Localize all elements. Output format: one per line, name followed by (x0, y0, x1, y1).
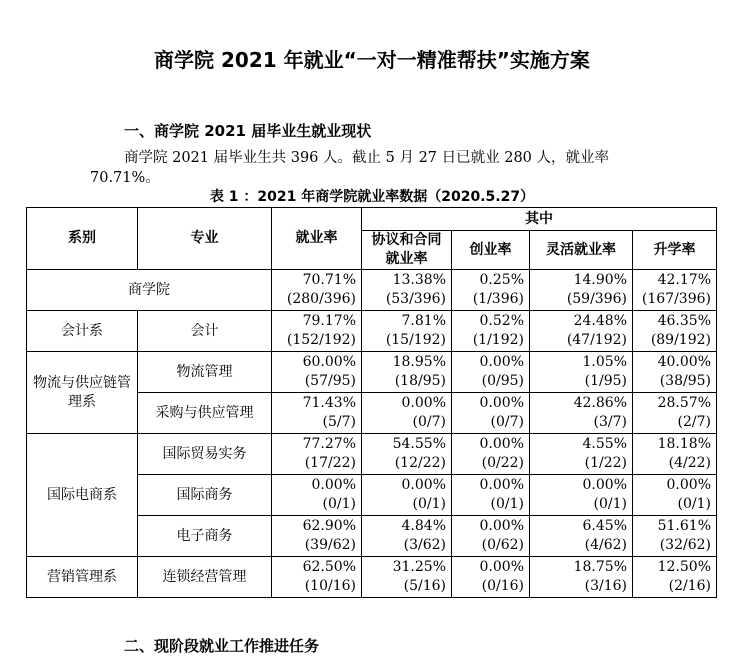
value-percent: 12.50% (657, 559, 711, 575)
value-percent: 0.00% (479, 395, 524, 411)
header-dept: 系别 (27, 208, 138, 270)
table-caption: 表 1 ：2021 年商学院就业率数据（2020.5.27） (209, 189, 535, 205)
header-major: 专业 (138, 208, 272, 270)
value-percent: 77.27% (302, 436, 356, 452)
major-cell: 物流管理 (138, 352, 272, 393)
value-fraction: (39/62) (304, 537, 356, 553)
value-cell (530, 557, 633, 598)
value-cell (633, 393, 717, 434)
value-cell (452, 475, 530, 516)
value-cell (272, 557, 362, 598)
value-percent: 0.00% (401, 395, 446, 411)
value-fraction: (57/95) (304, 373, 356, 389)
value-cell (362, 352, 452, 393)
value-cell (452, 270, 530, 311)
value-percent: 42.86% (573, 395, 627, 411)
major-cell: 采购与供应管理 (138, 393, 272, 434)
value-percent: 0.00% (479, 436, 524, 452)
value-fraction: (0/95) (481, 373, 524, 389)
value-percent: 28.57% (657, 395, 711, 411)
value-cell (530, 352, 633, 393)
value-percent: 0.00% (479, 354, 524, 370)
value-fraction: (38/95) (659, 373, 711, 389)
value-percent: 0.00% (311, 477, 356, 493)
value-fraction: (0/62) (481, 537, 524, 553)
summary-paragraph-line-2: 70.71%。 (90, 170, 160, 186)
value-fraction: (2/16) (668, 578, 711, 594)
value-cell (272, 434, 362, 475)
value-cell (362, 475, 452, 516)
value-percent: 18.95% (392, 354, 446, 370)
summary-paragraph-line-1: 商学院 2021 届毕业生共 396 人。截止 5 月 27 日已就业 280 人，就业率 (124, 150, 610, 166)
value-fraction: (0/1) (490, 496, 524, 512)
major-cell: 国际商务 (138, 475, 272, 516)
value-fraction: (1/22) (584, 455, 627, 471)
value-cell (272, 311, 362, 352)
value-percent: 0.00% (479, 559, 524, 575)
value-cell (530, 270, 633, 311)
value-percent: 14.90% (573, 272, 627, 288)
value-percent: 0.52% (479, 313, 524, 329)
value-cell (452, 311, 530, 352)
dept-cell: 物流与供应链管理系 (27, 352, 138, 434)
table-row (27, 434, 717, 475)
value-percent: 24.48% (573, 313, 627, 329)
value-cell (633, 475, 717, 516)
value-fraction: (1/192) (472, 332, 524, 348)
value-cell (633, 516, 717, 557)
table-row (27, 352, 717, 393)
header-contract-rate: 协议和合同就业率 (362, 231, 452, 270)
header-employment-rate: 就业率 (272, 208, 362, 270)
value-cell (452, 393, 530, 434)
value-percent: 0.00% (401, 477, 446, 493)
value-fraction: (18/95) (394, 373, 446, 389)
value-percent: 0.00% (666, 477, 711, 493)
value-cell (362, 516, 452, 557)
section-1-heading: 一、商学院 2021 届毕业生就业现状 (124, 122, 372, 140)
header-flexible-rate: 灵活就业率 (530, 231, 633, 270)
value-fraction: (3/16) (584, 578, 627, 594)
value-fraction: (4/62) (584, 537, 627, 553)
value-percent: 40.00% (657, 354, 711, 370)
value-cell (530, 393, 633, 434)
value-percent: 1.05% (582, 354, 627, 370)
value-fraction: (0/1) (593, 496, 627, 512)
value-fraction: (3/62) (403, 537, 446, 553)
value-fraction: (17/22) (304, 455, 356, 471)
value-cell (452, 434, 530, 475)
value-fraction: (0/7) (490, 414, 524, 430)
value-fraction: (32/62) (659, 537, 711, 553)
major-cell: 连锁经营管理 (138, 557, 272, 598)
value-cell (362, 393, 452, 434)
value-cell (633, 270, 717, 311)
value-fraction: (167/396) (641, 291, 711, 307)
dept-cell: 营销管理系 (27, 557, 138, 598)
value-fraction: (1/396) (472, 291, 524, 307)
value-fraction: (0/1) (412, 496, 446, 512)
value-fraction: (1/95) (584, 373, 627, 389)
value-cell (633, 352, 717, 393)
value-cell (362, 557, 452, 598)
value-cell (530, 516, 633, 557)
value-fraction: (0/22) (481, 455, 524, 471)
table-row (27, 270, 717, 311)
value-percent: 71.43% (302, 395, 356, 411)
header-entrepreneur-rate: 创业率 (452, 231, 530, 270)
value-percent: 13.38% (392, 272, 446, 288)
value-cell (362, 270, 452, 311)
value-fraction: (2/7) (677, 414, 711, 430)
value-percent: 7.81% (401, 313, 446, 329)
value-percent: 60.00% (302, 354, 356, 370)
value-cell (362, 434, 452, 475)
value-fraction: (10/16) (304, 578, 356, 594)
value-cell (633, 557, 717, 598)
table-row (27, 311, 717, 352)
major-cell: 电子商务 (138, 516, 272, 557)
header-further-study-rate: 升学率 (633, 231, 717, 270)
value-percent: 70.71% (302, 272, 356, 288)
value-percent: 62.50% (302, 559, 356, 575)
major-cell: 会计 (138, 311, 272, 352)
value-percent: 79.17% (302, 313, 356, 329)
row-label: 商学院 (27, 270, 272, 311)
value-cell (452, 557, 530, 598)
value-cell (272, 352, 362, 393)
value-percent: 46.35% (657, 313, 711, 329)
value-fraction: (53/396) (385, 291, 446, 307)
employment-rate-table (26, 207, 717, 598)
dept-cell: 会计系 (27, 311, 138, 352)
value-cell (452, 352, 530, 393)
value-fraction: (5/7) (322, 414, 356, 430)
dept-cell: 国际电商系 (27, 434, 138, 557)
value-fraction: (280/396) (286, 291, 356, 307)
table-header-row (27, 208, 717, 231)
value-fraction: (89/192) (650, 332, 711, 348)
value-cell (530, 311, 633, 352)
value-cell (272, 516, 362, 557)
value-cell (530, 434, 633, 475)
document-title: 商学院 2021 年就业“一对一精准帮扶”实施方案 (154, 48, 590, 72)
value-fraction: (47/192) (566, 332, 627, 348)
value-fraction: (0/1) (322, 496, 356, 512)
value-percent: 0.00% (479, 518, 524, 534)
value-percent: 42.17% (657, 272, 711, 288)
section-2-heading: 二、现阶段就业工作推进任务 (124, 637, 320, 655)
value-fraction: (0/16) (481, 578, 524, 594)
value-percent: 0.00% (582, 477, 627, 493)
value-cell (530, 475, 633, 516)
value-fraction: (152/192) (286, 332, 356, 348)
value-percent: 4.55% (582, 436, 627, 452)
value-cell (362, 311, 452, 352)
value-percent: 62.90% (302, 518, 356, 534)
value-cell (272, 475, 362, 516)
value-cell (633, 311, 717, 352)
header-of-which: 其中 (362, 208, 717, 231)
value-fraction: (3/7) (593, 414, 627, 430)
value-percent: 4.84% (401, 518, 446, 534)
major-cell: 国际贸易实务 (138, 434, 272, 475)
value-cell (272, 270, 362, 311)
value-percent: 6.45% (582, 518, 627, 534)
value-fraction: (0/7) (412, 414, 446, 430)
value-fraction: (12/22) (394, 455, 446, 471)
value-percent: 18.75% (573, 559, 627, 575)
value-percent: 51.61% (657, 518, 711, 534)
value-fraction: (5/16) (403, 578, 446, 594)
value-fraction: (0/1) (677, 496, 711, 512)
value-percent: 31.25% (392, 559, 446, 575)
value-cell (452, 516, 530, 557)
value-percent: 0.00% (479, 477, 524, 493)
value-percent: 0.25% (479, 272, 524, 288)
value-fraction: (4/22) (668, 455, 711, 471)
value-fraction: (59/396) (566, 291, 627, 307)
value-fraction: (15/192) (385, 332, 446, 348)
value-percent: 54.55% (392, 436, 446, 452)
value-cell (272, 393, 362, 434)
value-percent: 18.18% (657, 436, 711, 452)
table-row (27, 557, 717, 598)
value-cell (633, 434, 717, 475)
